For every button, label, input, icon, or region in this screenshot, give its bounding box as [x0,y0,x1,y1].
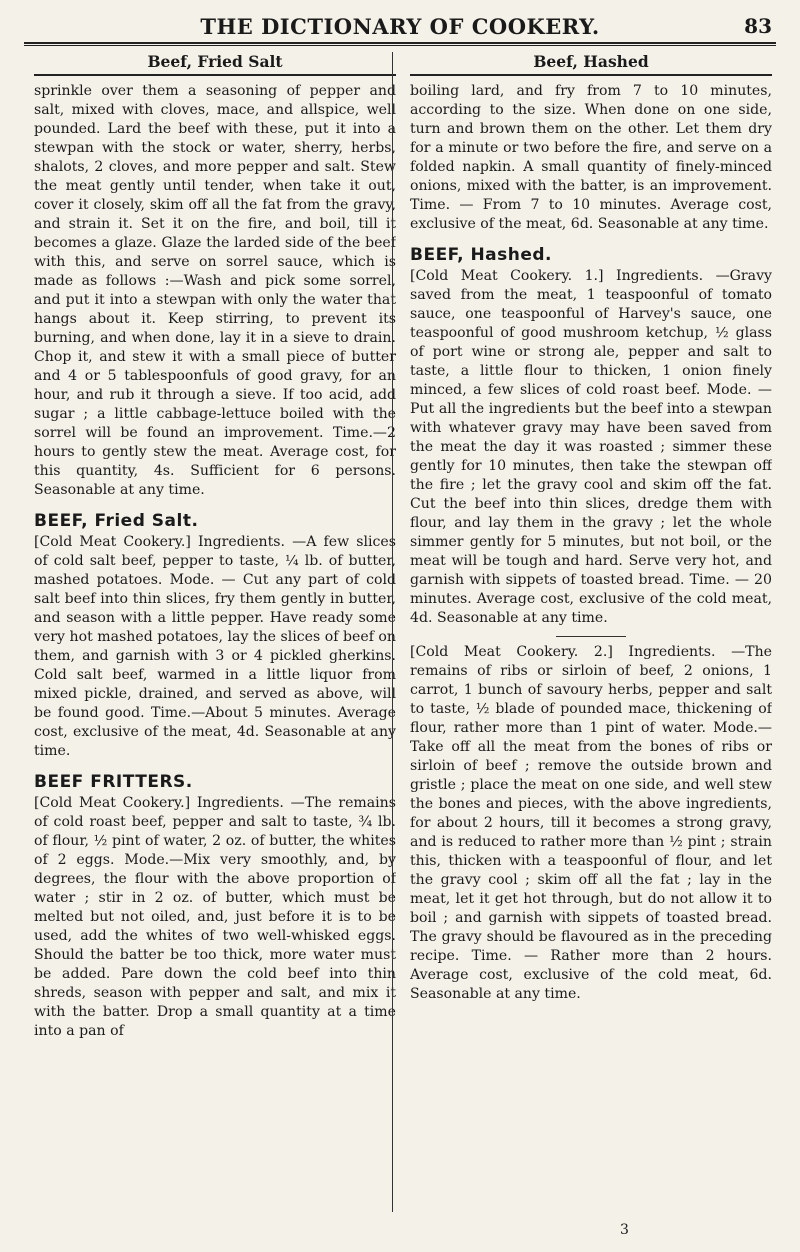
running-head-left: Beef, Fried Salt [34,52,396,76]
page-number: 83 [744,14,772,38]
entry-body-hashed-2: [Cold Meat Cookery. 2.] Ingredients. —The remains of ribs or sirloin of beef, 2 onions, 1 carrot, 1 bunch of savoury herbs, pepper and salt to taste, ½ blade of pounded mace, thickening of flour, rather more than 1 pint of water. Mode.—Take off all the meat from the bones of ribs or sirloin of beef ; remove the outside brown and gristle ; place the meat on one side, and well stew the bones and pieces, with the above ingredients, for about 2 hours, till it becomes a strong gravy, and is reduced to rather more than ½ pint ; strain this, thicken with a teaspoonful of flour, and let the gravy cool ; skim off all the fat ; lay in the meat, let it get hot through, but do not allow it to boil ; and garnish with sippets of toasted bread. The gravy should be flavoured as in the preceding recipe. Time. — Rather more than 2 hours. Average cost, exclusive of the cold meat, 6d. Seasonable at any time. [410,644,772,1002]
entry-body-fritters: [Cold Meat Cookery.] Ingredients. —The remains of cold roast beef, pepper and salt to taste, ¾ lb. of flour, ½ pint of water, 2 oz. of butter, the whites of 2 eggs. Mode.—Mix very smoothly, and, by degrees, the flour with the above proportion of water ; stir in 2 oz. of butter, which must be melted but not oiled, and, just before it is to be used, add the whites of two well-whisked eggs. Should the batter be too thick, more water must be added. Pare down the cold beef into thin shreds, season with pepper and salt, and mix it with the batter. Drop a small quantity at a time into a pan of [34,795,396,1039]
running-head-right: Beef, Hashed [410,52,772,76]
footer-mark: 3 [620,1222,629,1238]
entry-title-fried-salt: BEEF, Fried Salt. [34,511,199,531]
section-rule [556,636,626,637]
entry-title-hashed: BEEF, Hashed. [410,245,553,265]
continuation-text-left: sprinkle over them a seasoning of pepper and salt, mixed with cloves, mace, and allspice, well pounded. Lard the beef with these, put it into a stewpan with the stock or water, sherry, herbs, shalots, 2 cloves, and more pepper and salt. Stew the meat gently until tender, when take it out, cover it closely, skim off all the fat from the gravy, and strain it. Set it on the fire, and boil, till it becomes a glaze. Glaze the larded side of the beef with this, and serve on sorrel sauce, which is made as follows :—Wash and pick some sorrel, and put it into a stewpan with only the water that hangs about it. Keep stirring, to prevent its burning, and when done, lay it in a sieve to drain. Chop it, and stew it with a small piece of butter and 4 or 5 tablespoonfuls of good gravy, for an hour, and rub it through a sieve. If too acid, add sugar ; a little cabbage-lettuce boiled with the sorrel will be found an improvement. Time.—2 hours to gently stew the meat. Average cost, for this quantity, 4s. Sufficient for 6 persons. Seasonable at any time. [34,83,396,498]
right-column [410,52,772,1228]
entry-title-fritters: BEEF FRITTERS. [34,772,193,792]
continuation-text-right: boiling lard, and fry from 7 to 10 minutes, according to the size. When done on one side, turn and brown them on the other. Let them dry for a minute or two before the fire, and serve on a folded napkin. A small quantity of finely-minced onions, mixed with the batter, is an improvement. Time. — From 7 to 10 minutes. Average cost, exclusive of the meat, 6d. Seasonable at any time. [410,83,772,232]
entry-body-hashed-1: [Cold Meat Cookery. 1.] Ingredients. —Gravy saved from the meat, 1 teaspoonful of tomato sauce, one teaspoonful of Harvey's sauce, one teaspoonful of good mushroom ketchup, ½ glass of port wine or strong ale, pepper and salt to taste, a little flour to thicken, 1 onion finely minced, a few slices of cold roast beef. Mode. — Put all the ingredients but the beef into a stewpan with whatever gravy may have been saved from the meat the day it was roasted ; simmer these gently for 10 minutes, then take the stewpan off the fire ; let the gravy cool and skim off the fat. Cut the beef into thin slices, dredge them with flour, and lay them in the gravy ; let the whole simmer gently for 5 minutes, but not boil, or the meat will be tough and hard. Serve very hot, and garnish with sippets of toasted bread. Time. — 20 minutes. Average cost, exclusive of the cold meat, 4d. Seasonable at any time. [410,268,772,626]
entry-body-fried-salt: [Cold Meat Cookery.] Ingredients. —A few slices of cold salt beef, pepper to taste, ¼ lb. of butter, mashed potatoes. Mode. — Cut any part of cold salt beef into thin slices, fry them gently in butter, and season with a little pepper. Have ready some very hot mashed potatoes, lay the slices of beef on them, and garnish with 3 or 4 pickled gherkins. Cold salt beef, warmed in a little liquor from mixed pickle, drained, and served as above, will be found good. Time.—About 5 minutes. Average cost, exclusive of the meat, 4d. Seasonable at any time. [34,534,396,759]
left-column [34,52,396,1228]
header-rule [24,45,776,46]
column-divider [392,52,393,1212]
book-title: THE DICTIONARY OF COOKERY. [200,14,600,39]
page-header [24,8,776,44]
